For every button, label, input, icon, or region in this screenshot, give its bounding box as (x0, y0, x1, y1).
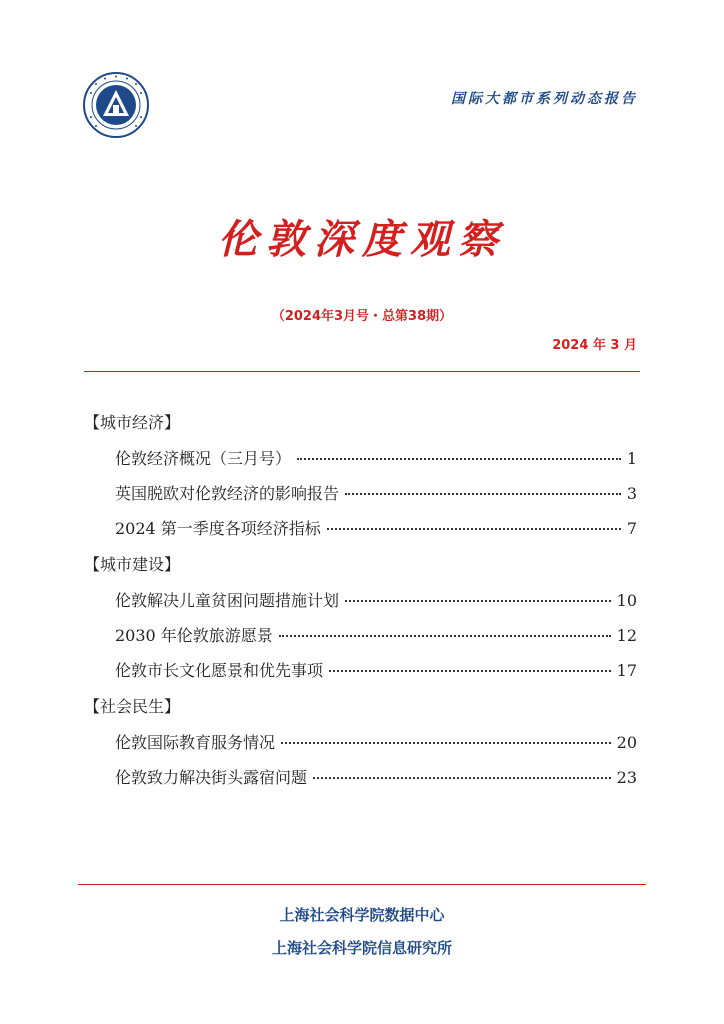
toc-item-page: 3 (626, 484, 637, 503)
toc-item[interactable] (115, 623, 637, 645)
toc-item-title: 伦敦致力解决街头露宿问题 (115, 768, 308, 787)
toc-item-page: 23 (616, 768, 637, 787)
toc-leader (313, 777, 611, 779)
toc-section-economy: 【城市经济】 (84, 413, 181, 432)
toc-item[interactable] (115, 588, 637, 610)
toc-leader (279, 635, 611, 637)
issue-number: （2024年3月号・总第38期） (271, 309, 453, 324)
issue-date: 2024 年 3 月 (552, 338, 637, 353)
toc-section-livelihood: 【社会民生】 (84, 697, 181, 716)
toc-item-title: 伦敦国际教育服务情况 (115, 733, 276, 752)
toc-section-construction: 【城市建设】 (84, 555, 181, 574)
toc-item-page: 10 (616, 591, 637, 610)
toc-item-page: 1 (626, 449, 637, 468)
toc-item-title: 2030 年伦敦旅游愿景 (115, 626, 273, 645)
toc-item-page: 7 (626, 519, 637, 538)
toc-leader (345, 600, 611, 602)
toc-item-title: 伦敦解决儿童贫困问题措施计划 (115, 591, 340, 610)
bottom-divider (78, 884, 646, 885)
toc-item-title: 伦敦市长文化愿景和优先事项 (115, 661, 324, 680)
toc-item[interactable] (115, 481, 637, 503)
publisher-line-1: 上海社会科学院数据中心 (279, 906, 445, 924)
toc-leader (329, 670, 611, 672)
toc-item-page: 17 (616, 661, 637, 680)
toc-item[interactable] (115, 765, 637, 787)
toc-item-page: 12 (616, 626, 637, 645)
toc-item-title: 英国脱欧对伦敦经济的影响报告 (115, 484, 340, 503)
toc-item-title: 伦敦经济概况（三月号） (115, 449, 292, 468)
toc-item[interactable] (115, 516, 637, 538)
toc-item[interactable] (115, 730, 637, 752)
toc-leader (345, 493, 621, 495)
toc-item-title: 2024 第一季度各项经济指标 (115, 519, 321, 538)
page-title: 伦敦深度观察 (218, 216, 506, 263)
series-title: 国际大都市系列动态报告 (451, 91, 638, 107)
toc-leader (297, 458, 621, 460)
institute-seal-icon (83, 72, 149, 138)
top-divider (84, 371, 640, 372)
toc-item[interactable] (115, 658, 637, 680)
publisher-line-2: 上海社会科学院信息研究所 (271, 939, 452, 957)
toc-item-page: 20 (616, 733, 637, 752)
toc-leader (327, 528, 621, 530)
toc-item[interactable] (115, 446, 637, 468)
toc-leader (281, 742, 611, 744)
